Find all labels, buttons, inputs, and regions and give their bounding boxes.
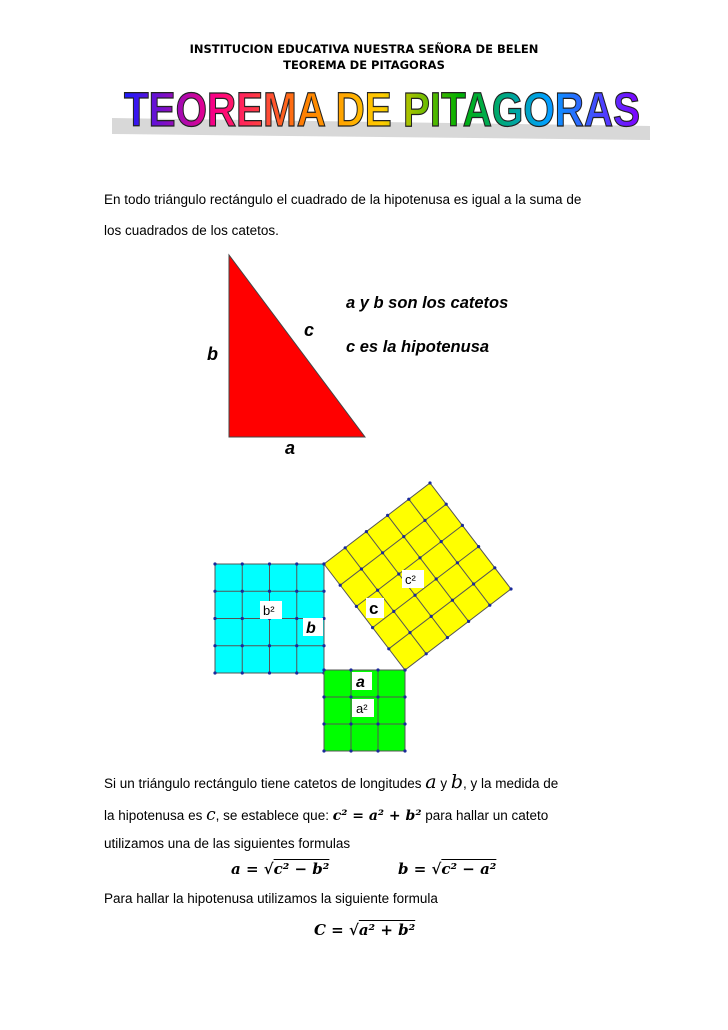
square-b-grid-dot: [241, 562, 244, 565]
square-c-grid-dot: [381, 551, 384, 554]
square-b-grid-dot: [295, 644, 298, 647]
square-c-grid-dot: [402, 535, 405, 538]
square-c-grid-dot: [451, 599, 454, 602]
square-c-grid-dot: [440, 540, 443, 543]
square-b-grid-dot: [213, 562, 216, 565]
c-square-side-label: c: [369, 599, 379, 618]
square-a-grid-dot: [376, 722, 379, 725]
text2-line-1-part-a: Si un triángulo rectángulo tiene catetos de longitudes: [104, 776, 422, 791]
title-art-text: TEOREMA DE PITAGORAS: [124, 84, 640, 137]
formula-c-lhs: C = √: [314, 921, 359, 939]
text2-line-2: [104, 805, 548, 826]
formula-c: [314, 921, 415, 939]
var-a: a: [425, 771, 437, 793]
square-a-grid-dot: [349, 668, 352, 671]
square-a-grid-dot: [349, 749, 352, 752]
square-c-grid-dot: [386, 514, 389, 517]
text2-line-1-part-b: , y la medida de: [463, 776, 559, 791]
square-b-grid-dot: [241, 644, 244, 647]
square-b-grid-dot: [268, 644, 271, 647]
square-c-grid-dot: [493, 566, 496, 569]
square-b-grid-dot: [322, 590, 325, 593]
text2-line-3: utilizamos una de las siguientes formulas: [104, 836, 351, 851]
square-c-grid-dot: [397, 572, 400, 575]
square-c-grid-dot: [446, 636, 449, 639]
formula-c-radicand: a² + b²: [358, 921, 416, 939]
square-c-grid-dot: [392, 610, 395, 613]
square-c-grid-dot: [477, 545, 480, 548]
square-a-grid-dot: [403, 722, 406, 725]
text2-line-2-part-a: la hipotenusa es: [104, 808, 203, 823]
square-c-grid-dot: [360, 567, 363, 570]
square-c-grid-dot: [418, 556, 421, 559]
square-c-grid-dot: [509, 587, 512, 590]
square-c-grid-dot: [387, 647, 390, 650]
triangle-label-b: b: [207, 344, 218, 364]
square-c-grid-dot: [407, 498, 410, 501]
square-c-grid-dot: [435, 577, 438, 580]
intro-line-1: En todo triángulo rectángulo el cuadrado de la hipotenusa es igual a la suma de: [104, 192, 582, 207]
square-b-grid-dot: [295, 590, 298, 593]
text2-line-2-part-c: para hallar un cateto: [425, 808, 549, 823]
square-c-grid-dot: [376, 589, 379, 592]
pythagoras-formula: c² = a² + b²: [332, 808, 422, 824]
formula-a-lhs: a = √: [231, 860, 274, 878]
formula-a-radicand: c² − b²: [273, 860, 330, 878]
square-c-grid-dot: [371, 626, 374, 629]
square-b-grid-dot: [213, 644, 216, 647]
text2-line-4: Para hallar la hipotenusa utilizamos la siguiente formula: [104, 891, 438, 906]
square-a-grid-dot: [403, 695, 406, 698]
formula-b-radicand: c² − a²: [441, 860, 497, 878]
a-square-area-label: a²: [356, 701, 368, 716]
square-b-grid-dot: [213, 617, 216, 620]
square-a-grid-dot: [376, 749, 379, 752]
square-c-grid-dot: [467, 620, 470, 623]
square-b-grid-dot: [295, 671, 298, 674]
text2-line-2-part-b: , se establece que:: [215, 808, 329, 823]
square-a-grid-dot: [322, 668, 325, 671]
square-c-grid-dot: [428, 481, 431, 484]
statement-catetos: a y b son los catetos: [346, 294, 509, 312]
square-a-grid-dot: [322, 749, 325, 752]
square-b-grid-dot: [213, 671, 216, 674]
subject-header: TEOREMA DE PITAGORAS: [283, 58, 445, 72]
square-c-grid-dot: [403, 668, 406, 671]
intro-line-2: los cuadrados de los catetos.: [104, 223, 279, 238]
square-c-grid-dot: [413, 594, 416, 597]
square-a-grid-dot: [403, 749, 406, 752]
var-c: c: [206, 805, 216, 825]
var-b: b: [450, 771, 464, 793]
triangle-label-a: a: [285, 438, 296, 458]
formula-a: [231, 860, 329, 878]
square-c-grid-dot: [461, 524, 464, 527]
c-square-area-label: c²: [405, 572, 416, 587]
formula-b-lhs: b = √: [398, 860, 442, 878]
square-c-grid-dot: [344, 546, 347, 549]
square-c-grid-dot: [445, 503, 448, 506]
square-b-grid-dot: [241, 671, 244, 674]
b-square-area-label: b²: [263, 603, 275, 618]
text2-line-1: [104, 772, 558, 794]
square-c-grid-dot: [456, 561, 459, 564]
square-b-grid-dot: [322, 644, 325, 647]
square-a-grid-dot: [322, 722, 325, 725]
square-a-grid-dot: [349, 695, 352, 698]
square-b-grid-dot: [241, 617, 244, 620]
square-b-grid-dot: [268, 671, 271, 674]
square-c-grid-dot: [408, 631, 411, 634]
square-a-grid-dot: [376, 668, 379, 671]
square-c-grid-dot: [339, 584, 342, 587]
triangle-label-c: c: [304, 320, 315, 340]
square-c-grid-dot: [430, 615, 433, 618]
a-square-side-label: a: [356, 674, 365, 691]
statement-hipotenusa: c es la hipotenusa: [346, 338, 490, 356]
square-c-grid-dot: [423, 519, 426, 522]
square-c-grid-dot: [322, 562, 325, 565]
square-b-grid-dot: [213, 590, 216, 593]
square-b-grid-dot: [295, 617, 298, 620]
square-c-grid-dot: [488, 604, 491, 607]
square-c-grid-dot: [365, 530, 368, 533]
square-a-grid-dot: [349, 722, 352, 725]
square-a-grid-dot: [376, 695, 379, 698]
square-b-grid-dot: [241, 590, 244, 593]
square-c-grid-dot: [472, 582, 475, 585]
square-a-grid-dot: [322, 695, 325, 698]
square-b-grid-dot: [268, 562, 271, 565]
b-square-side-label: b: [306, 620, 316, 637]
square-c-grid-dot: [425, 652, 428, 655]
square-b-grid-dot: [268, 590, 271, 593]
square-c-grid-dot: [355, 605, 358, 608]
square-b-grid-dot: [295, 562, 298, 565]
text2-line-1-y: y: [440, 776, 448, 791]
formula-b: [398, 860, 496, 878]
institution-header: INSTITUCION EDUCATIVA NUESTRA SEÑORA DE BELEN: [189, 42, 539, 56]
